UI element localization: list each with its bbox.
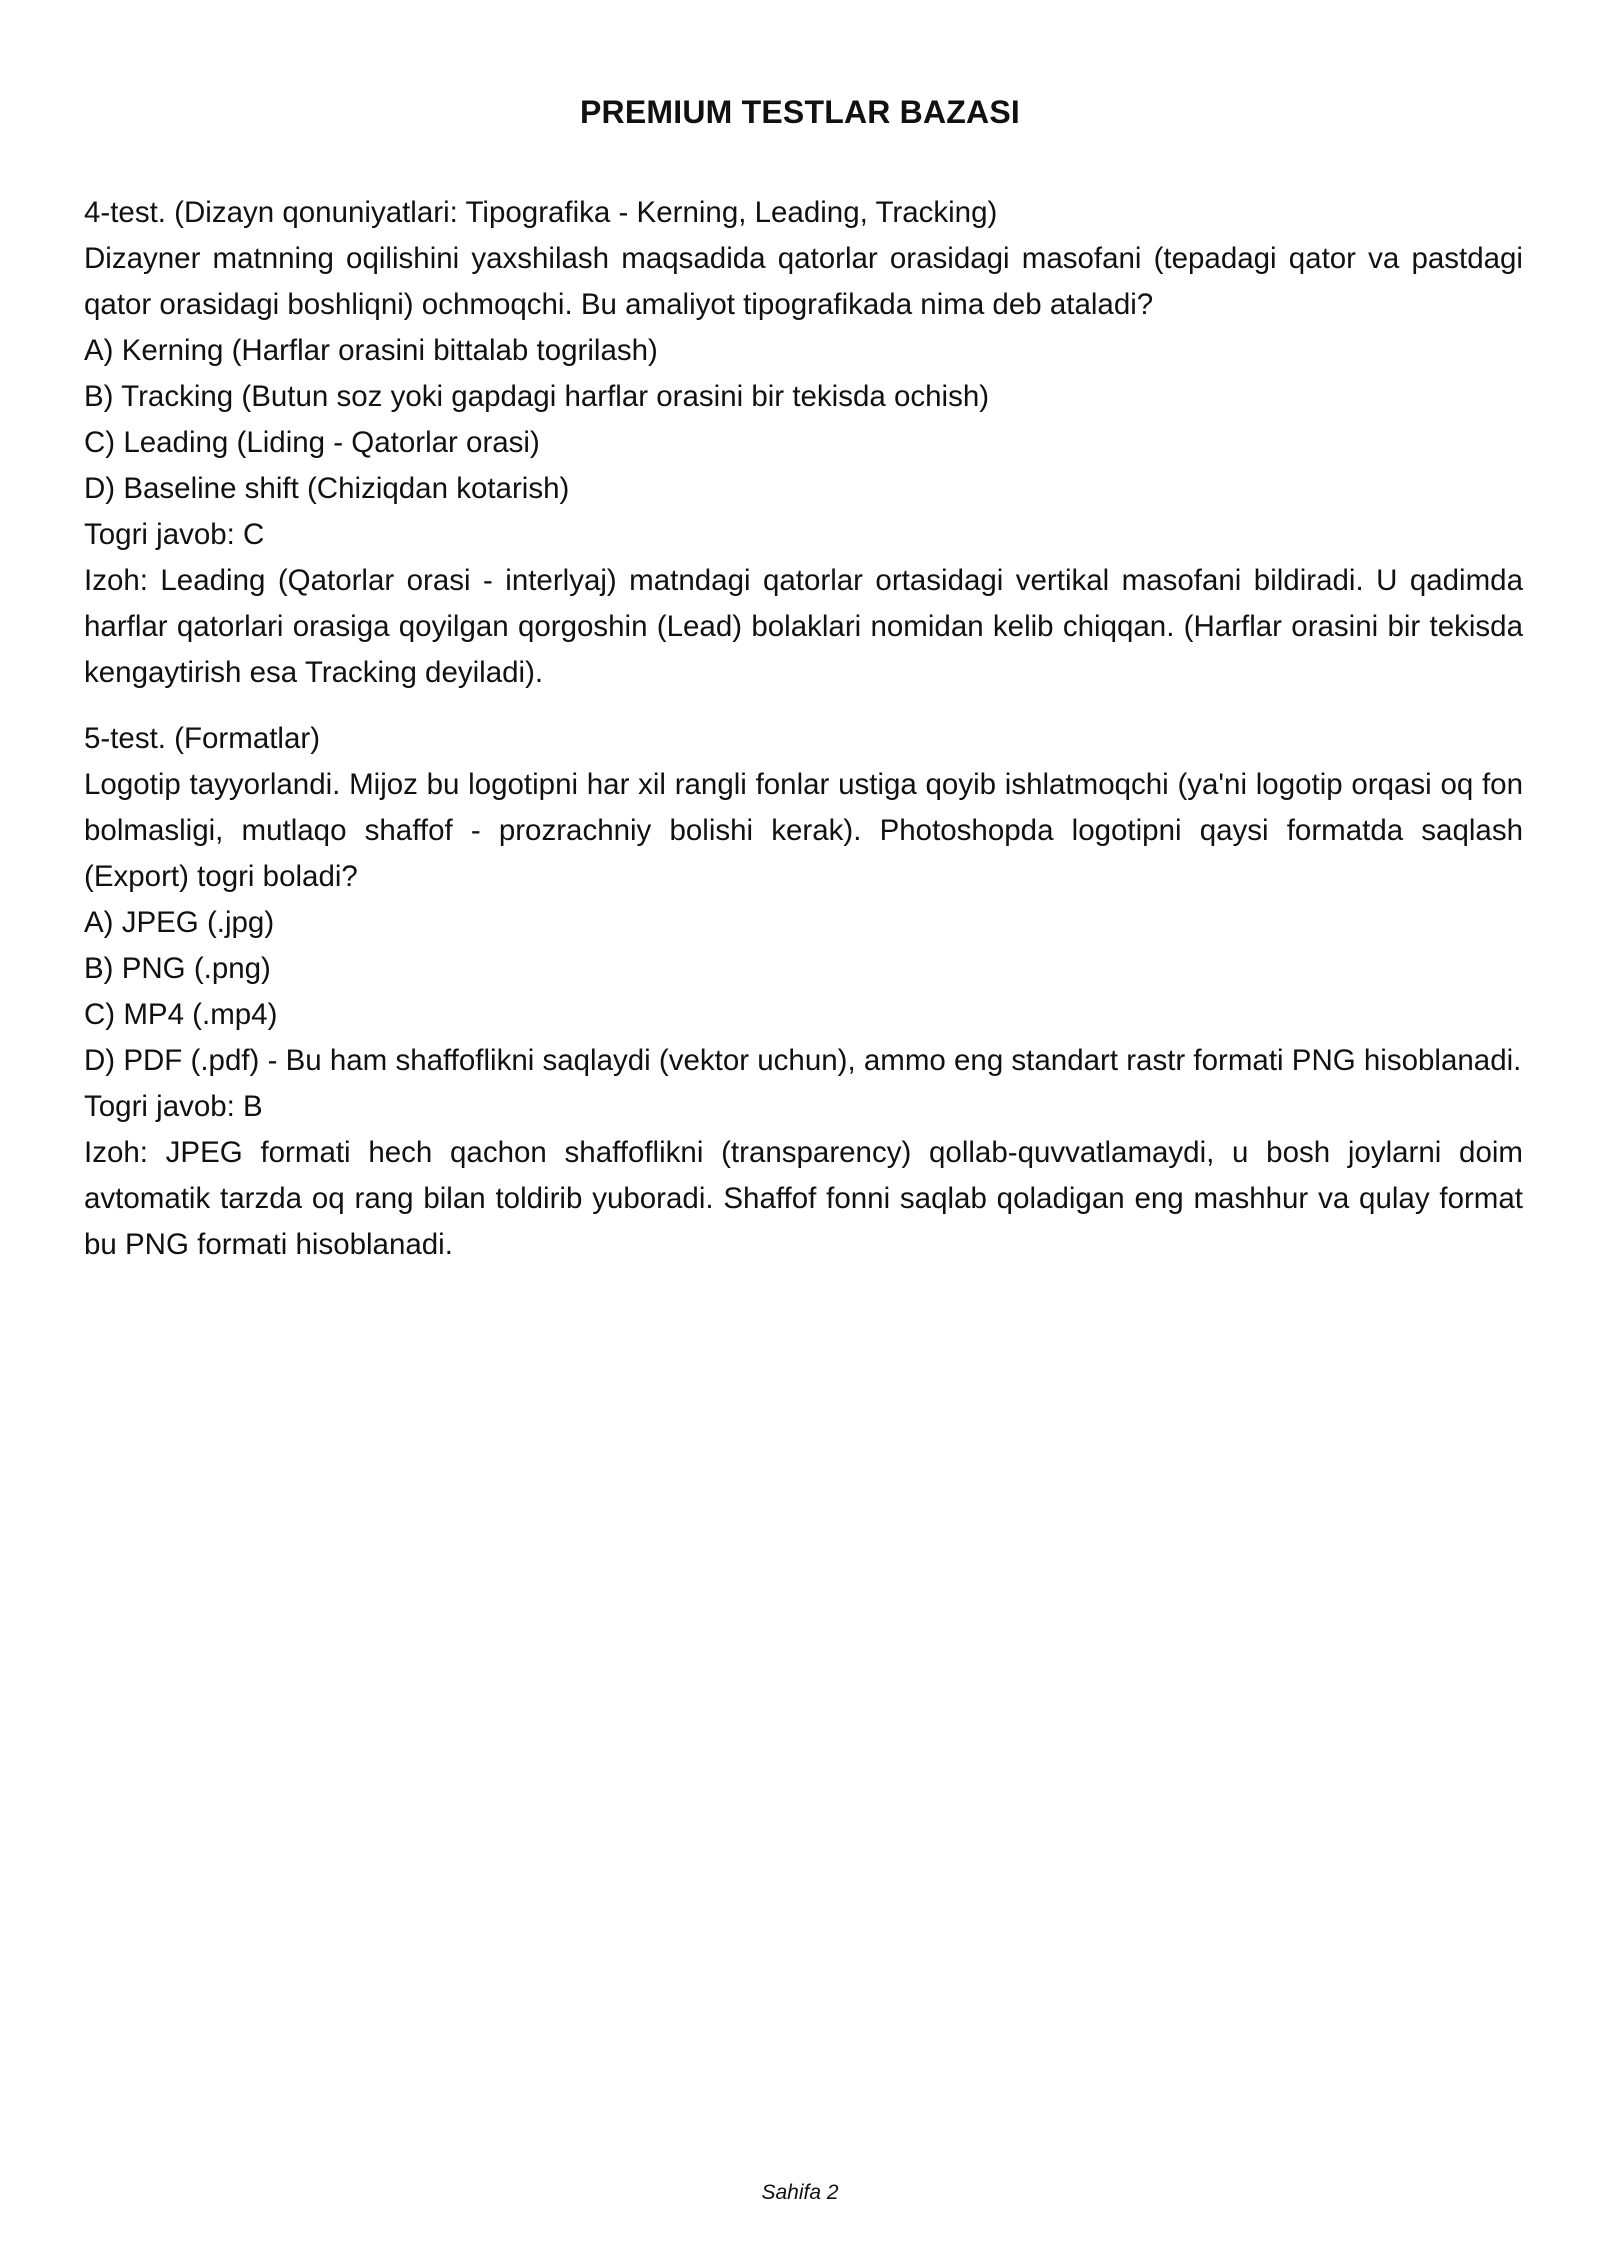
test-heading: 5-test. (Formatlar) <box>84 722 321 755</box>
page-number-footer: Sahifa 2 <box>761 2181 839 2204</box>
option-d: D) Baseline shift (Chiziqdan kotarish) <box>84 472 570 505</box>
option-c: C) Leading (Liding - Qatorlar orasi) <box>84 426 540 459</box>
option-a: A) JPEG (.jpg) <box>84 906 275 939</box>
correct-answer: Togri javob: B <box>84 1090 263 1123</box>
answer-explanation: Izoh: Leading (Qatorlar orasi - interlyaj) matndagi qatorlar ortasidagi vertikal masofani bildiradi. U qadimda harflar qatorlari orasiga qoyilgan qorgoshin (Lead) bolaklari nomidan kelib chiqqan. (Harflar orasini bir tekisda kengaytirish esa Tracking deyiladi). <box>84 564 1523 689</box>
option-b: B) Tracking (Butun soz yoki gapdagi harflar orasini bir tekisda ochish) <box>84 380 990 413</box>
test-heading: 4-test. (Dizayn qonuniyatlari: Tipografika - Kerning, Leading, Tracking) <box>84 196 998 229</box>
page-title: PREMIUM TESTLAR BAZASI <box>580 94 1020 130</box>
option-d: D) PDF (.pdf) - Bu ham shaffoflikni saqlaydi (vektor uchun), ammo eng standart rastr formati PNG hisoblanadi. <box>84 1044 1522 1077</box>
test-question: Dizayner matnning oqilishini yaxshilash maqsadida qatorlar orasidagi masofani (tepadagi qator va pastdagi qator orasidagi boshliqni) ochmoqchi. Bu amaliyot tipografikada nima deb ataladi? <box>84 242 1523 321</box>
document-body <box>84 190 1523 1268</box>
test-question: Logotip tayyorlandi. Mijoz bu logotipni har xil rangli fonlar ustiga qoyib ishlatmoqchi (ya'ni logotip orqasi oq fon bolmasligi, mutlaqo shaffof - prozrachniy bolishi kerak). Photoshopda logotipni qaysi formatda saqlash (Export) togri boladi? <box>84 768 1523 893</box>
test-4-block <box>84 190 1523 696</box>
answer-explanation: Izoh: JPEG formati hech qachon shaffoflikni (transparency) qollab-quvvatlamaydi, u bosh joylarni doim avtomatik tarzda oq rang bilan toldirib yuboradi. Shaffof fonni saqlab qoladigan eng mashhur va qulay format bu PNG formati hisoblanadi. <box>84 1136 1523 1261</box>
option-a: A) Kerning (Harflar orasini bittalab togrilash) <box>84 334 658 367</box>
option-b: B) PNG (.png) <box>84 952 271 985</box>
option-c: C) MP4 (.mp4) <box>84 998 278 1031</box>
correct-answer: Togri javob: C <box>84 518 265 551</box>
test-5-block <box>84 716 1523 1268</box>
